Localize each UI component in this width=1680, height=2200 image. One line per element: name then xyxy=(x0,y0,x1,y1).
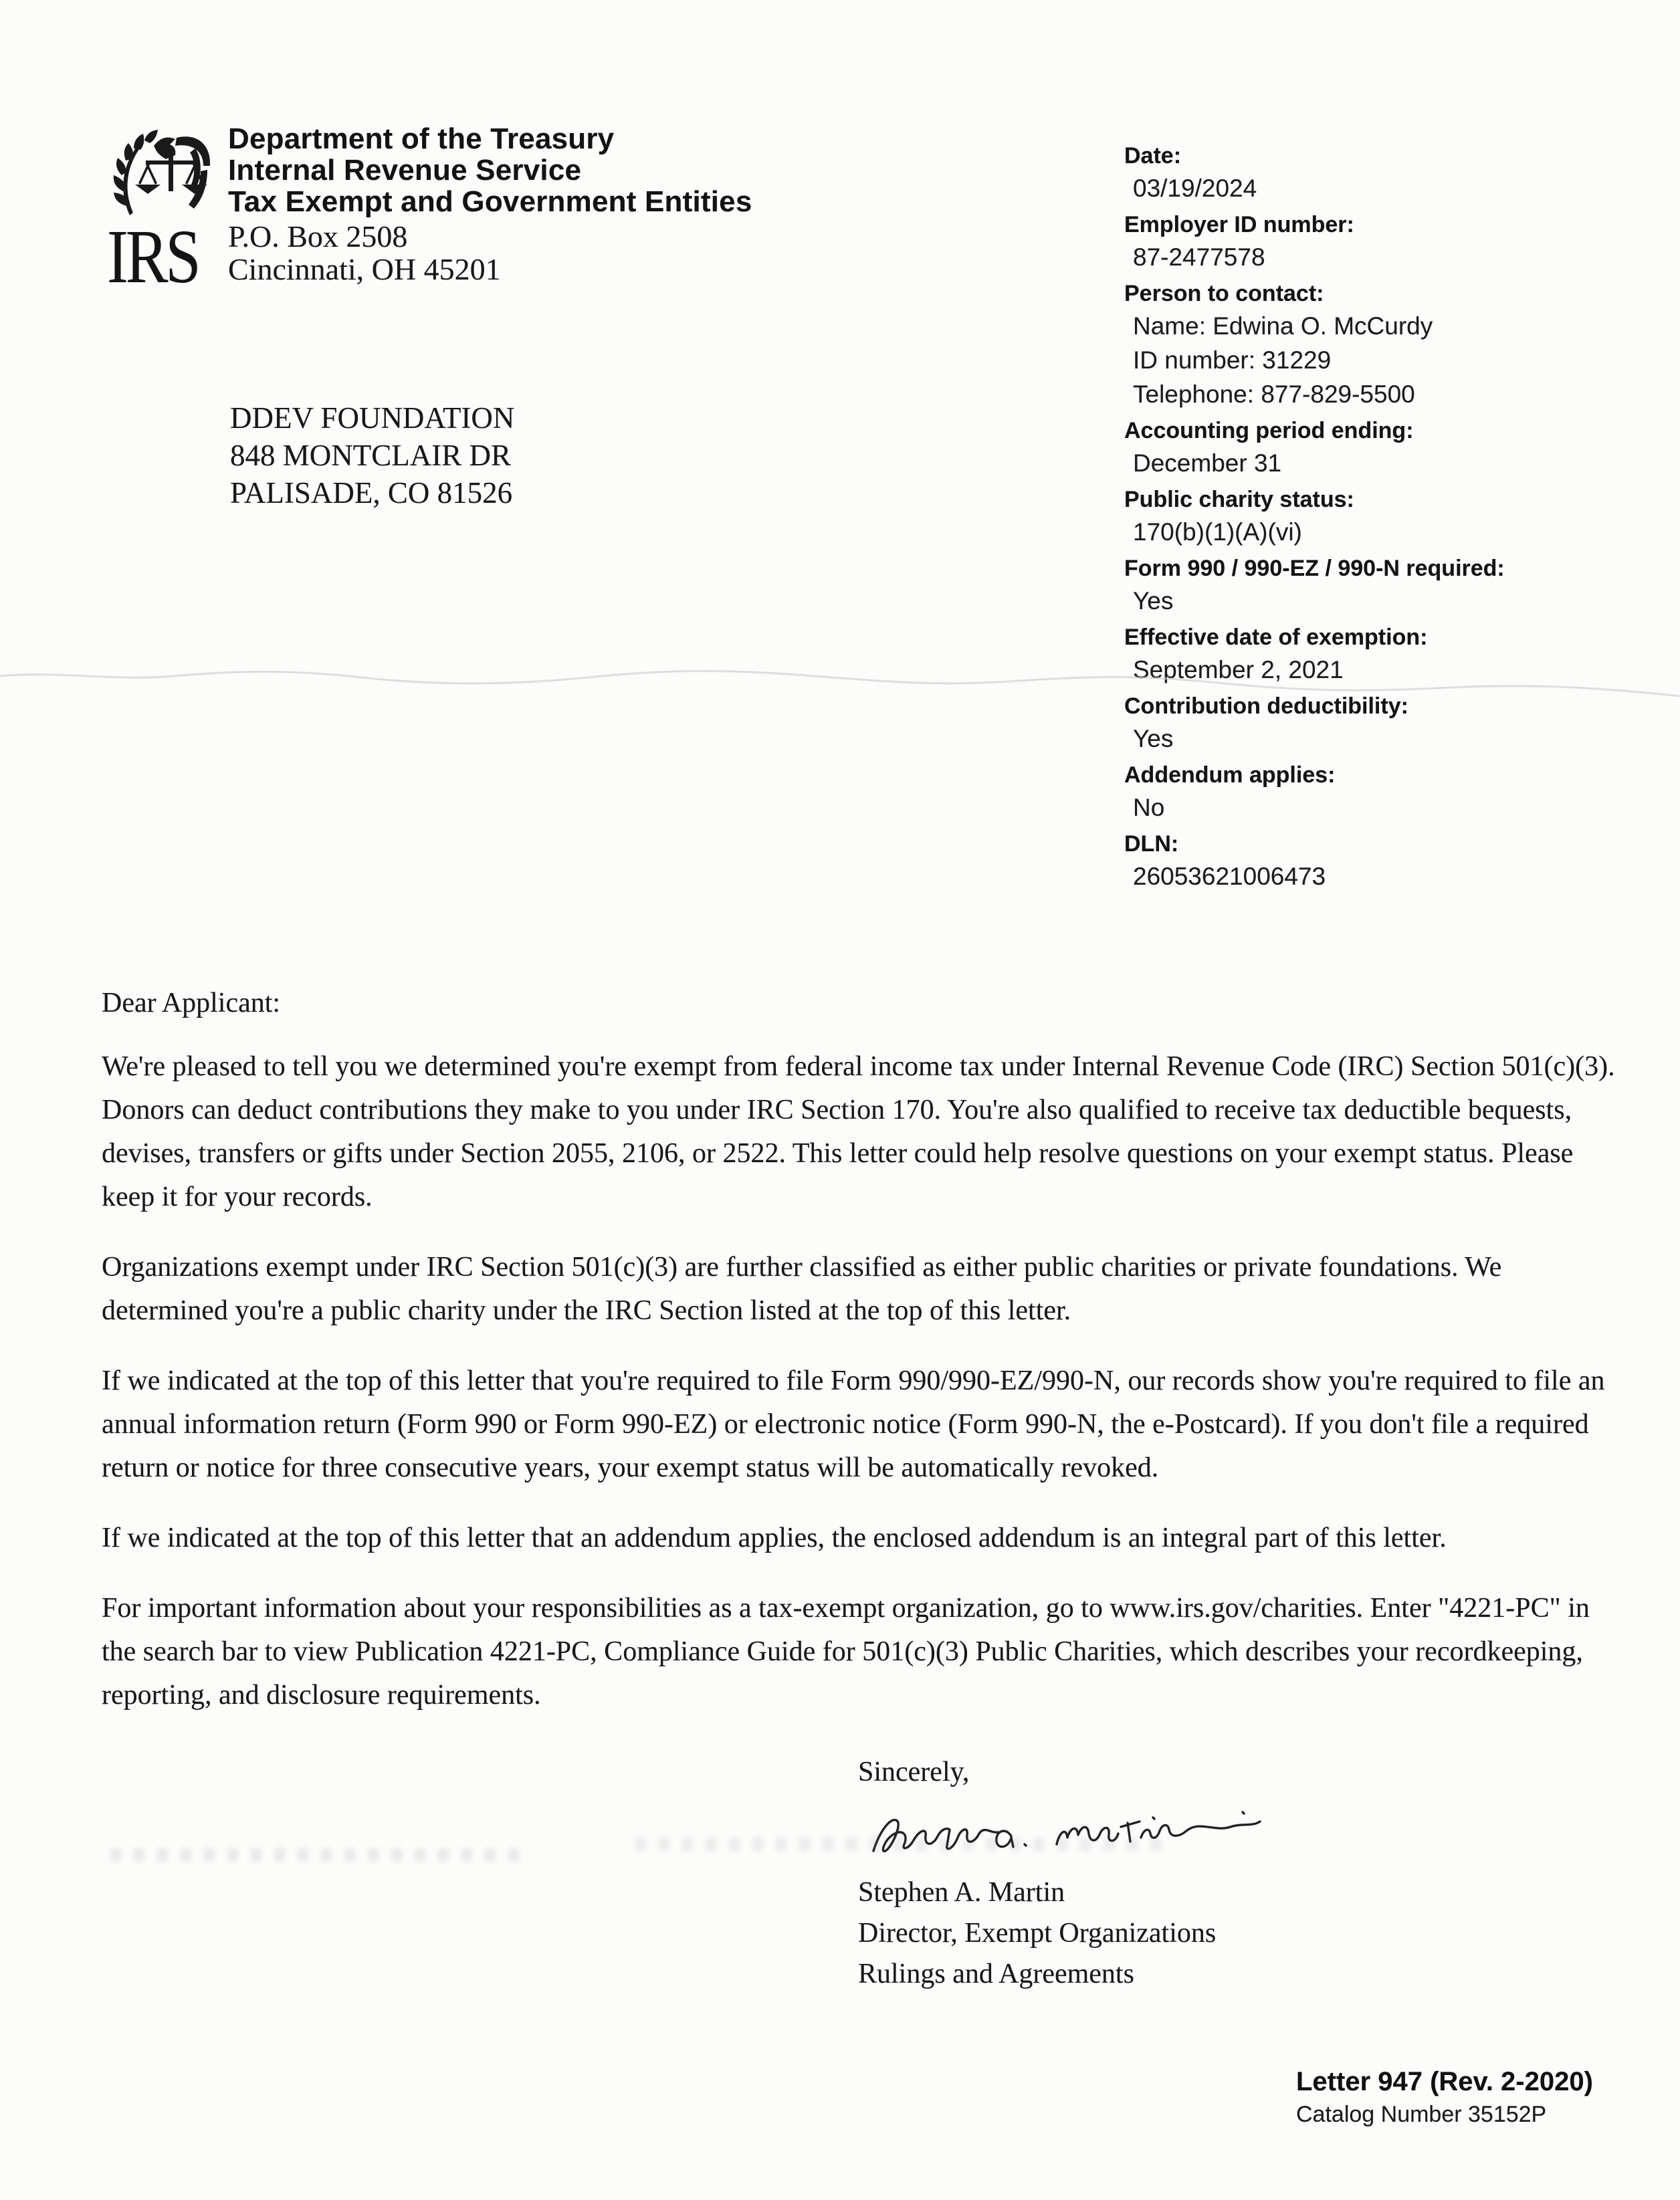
info-label: Accounting period ending: xyxy=(1124,418,1414,443)
body-paragraph: Organizations exempt under IRC Section 501(c)(3) are further classified as either public charities or private foundations. We determined you're a public charity under the IRC Section listed at the top of this letter. xyxy=(102,1252,1502,1326)
info-value: Name: Edwina O. McCurdy xyxy=(1133,312,1433,340)
info-label: Contribution deductibility: xyxy=(1124,693,1408,719)
info-value: Yes xyxy=(1133,587,1174,615)
info-label: Employer ID number: xyxy=(1124,212,1354,237)
info-value: 170(b)(1)(A)(vi) xyxy=(1133,518,1302,546)
info-label: Person to contact: xyxy=(1124,281,1324,306)
signature-image xyxy=(864,1784,1292,1872)
irs-logo xyxy=(107,126,221,299)
info-value: Yes xyxy=(1133,725,1174,752)
catalog-number: Catalog Number 35152P xyxy=(1296,2102,1547,2127)
recipient-line: DDEV FOUNDATION xyxy=(230,401,515,435)
body-paragraph: If we indicated at the top of this letter that an addendum applies, the enclosed addendum is an integral part of this letter. xyxy=(102,1523,1447,1553)
recipient-address xyxy=(230,399,514,512)
info-label: DLN: xyxy=(1124,831,1179,857)
info-label: Effective date of exemption: xyxy=(1124,625,1428,650)
info-label: Date: xyxy=(1124,143,1182,169)
body-paragraph: For important information about your responsibilities as a tax-exempt organization, go to www.irs.gov/charities. Enter "4221-PC" in the search bar to view Publication 4221-PC, Compliance Guide for 501(c)(3) Public Charities, which describes your recordkeeping, reporting, and disclosure requirements. xyxy=(102,1593,1590,1711)
recipient-line: 848 MONTCLAIR DR xyxy=(230,439,512,472)
letter-number: Letter 947 (Rev. 2-2020) xyxy=(1296,2067,1593,2096)
letterhead xyxy=(228,123,752,286)
info-value: 87-2477578 xyxy=(1133,243,1265,271)
info-value: December 31 xyxy=(1133,449,1282,477)
signer-title-line: Director, Exempt Organizations xyxy=(858,1918,1217,1949)
letter-info-panel xyxy=(1124,142,1653,891)
body-paragraph: If we indicated at the top of this letter that you're required to file Form 990/990-EZ/990-N, our records show you're required to file an annual information return (Form 990 or Form 990-EZ) or electronic notice (Form 990-N, the e-Postcard). If you don't file a required return or notice for three consecutive years, your exempt status will be automatically revoked. xyxy=(102,1365,1605,1483)
agency-line: Tax Exempt and Government Entities xyxy=(228,185,752,218)
info-value: ID number: 31229 xyxy=(1133,346,1332,374)
salutation: Dear Applicant: xyxy=(102,988,281,1018)
agency-address-line: Cincinnati, OH 45201 xyxy=(228,252,501,286)
info-label: Addendum applies: xyxy=(1124,762,1336,788)
recipient-line: PALISADE, CO 81526 xyxy=(230,476,513,510)
info-label: Form 990 / 990-EZ / 990-N required: xyxy=(1124,556,1505,581)
valediction: Sincerely, xyxy=(858,1757,970,1787)
signer-title-line: Rulings and Agreements xyxy=(858,1959,1134,1989)
info-value: No xyxy=(1133,794,1165,821)
info-value: September 2, 2021 xyxy=(1133,656,1344,683)
closing-block xyxy=(858,1872,1216,1995)
info-value: 03/19/2024 xyxy=(1133,175,1257,202)
agency-address-lines xyxy=(228,220,752,286)
body-paragraph: We're pleased to tell you we determined you're exempt from federal income tax under Internal Revenue Code (IRC) Section 501(c)(3). Donors can deduct contributions they make to you under IRC Section 170. You're also qualified to receive tax deductible bequests, devises, transfers or gifts under Section 2055, 2106, or 2522. This letter could help resolve questions on your exempt status. Please keep it for your records. xyxy=(102,1051,1615,1212)
agency-name-lines xyxy=(228,123,752,217)
agency-line: Department of the Treasury xyxy=(228,122,615,155)
body-paragraphs xyxy=(102,1045,1621,1717)
signer-name: Stephen A. Martin xyxy=(858,1877,1065,1908)
scan-bleedthrough-smudge xyxy=(110,1848,525,1862)
irs-eagle-scales-logo-icon xyxy=(107,126,218,222)
info-value: 26053621006473 xyxy=(1133,863,1326,890)
info-label: Public charity status: xyxy=(1124,487,1354,512)
info-value: Telephone: 877-829-5500 xyxy=(1133,380,1415,408)
agency-address-line: P.O. Box 2508 xyxy=(228,219,408,253)
agency-line: Internal Revenue Service xyxy=(228,154,582,187)
irs-logo-text: IRS xyxy=(107,214,199,299)
letter-footer xyxy=(1296,2066,1593,2128)
letter-body xyxy=(102,982,1621,1744)
